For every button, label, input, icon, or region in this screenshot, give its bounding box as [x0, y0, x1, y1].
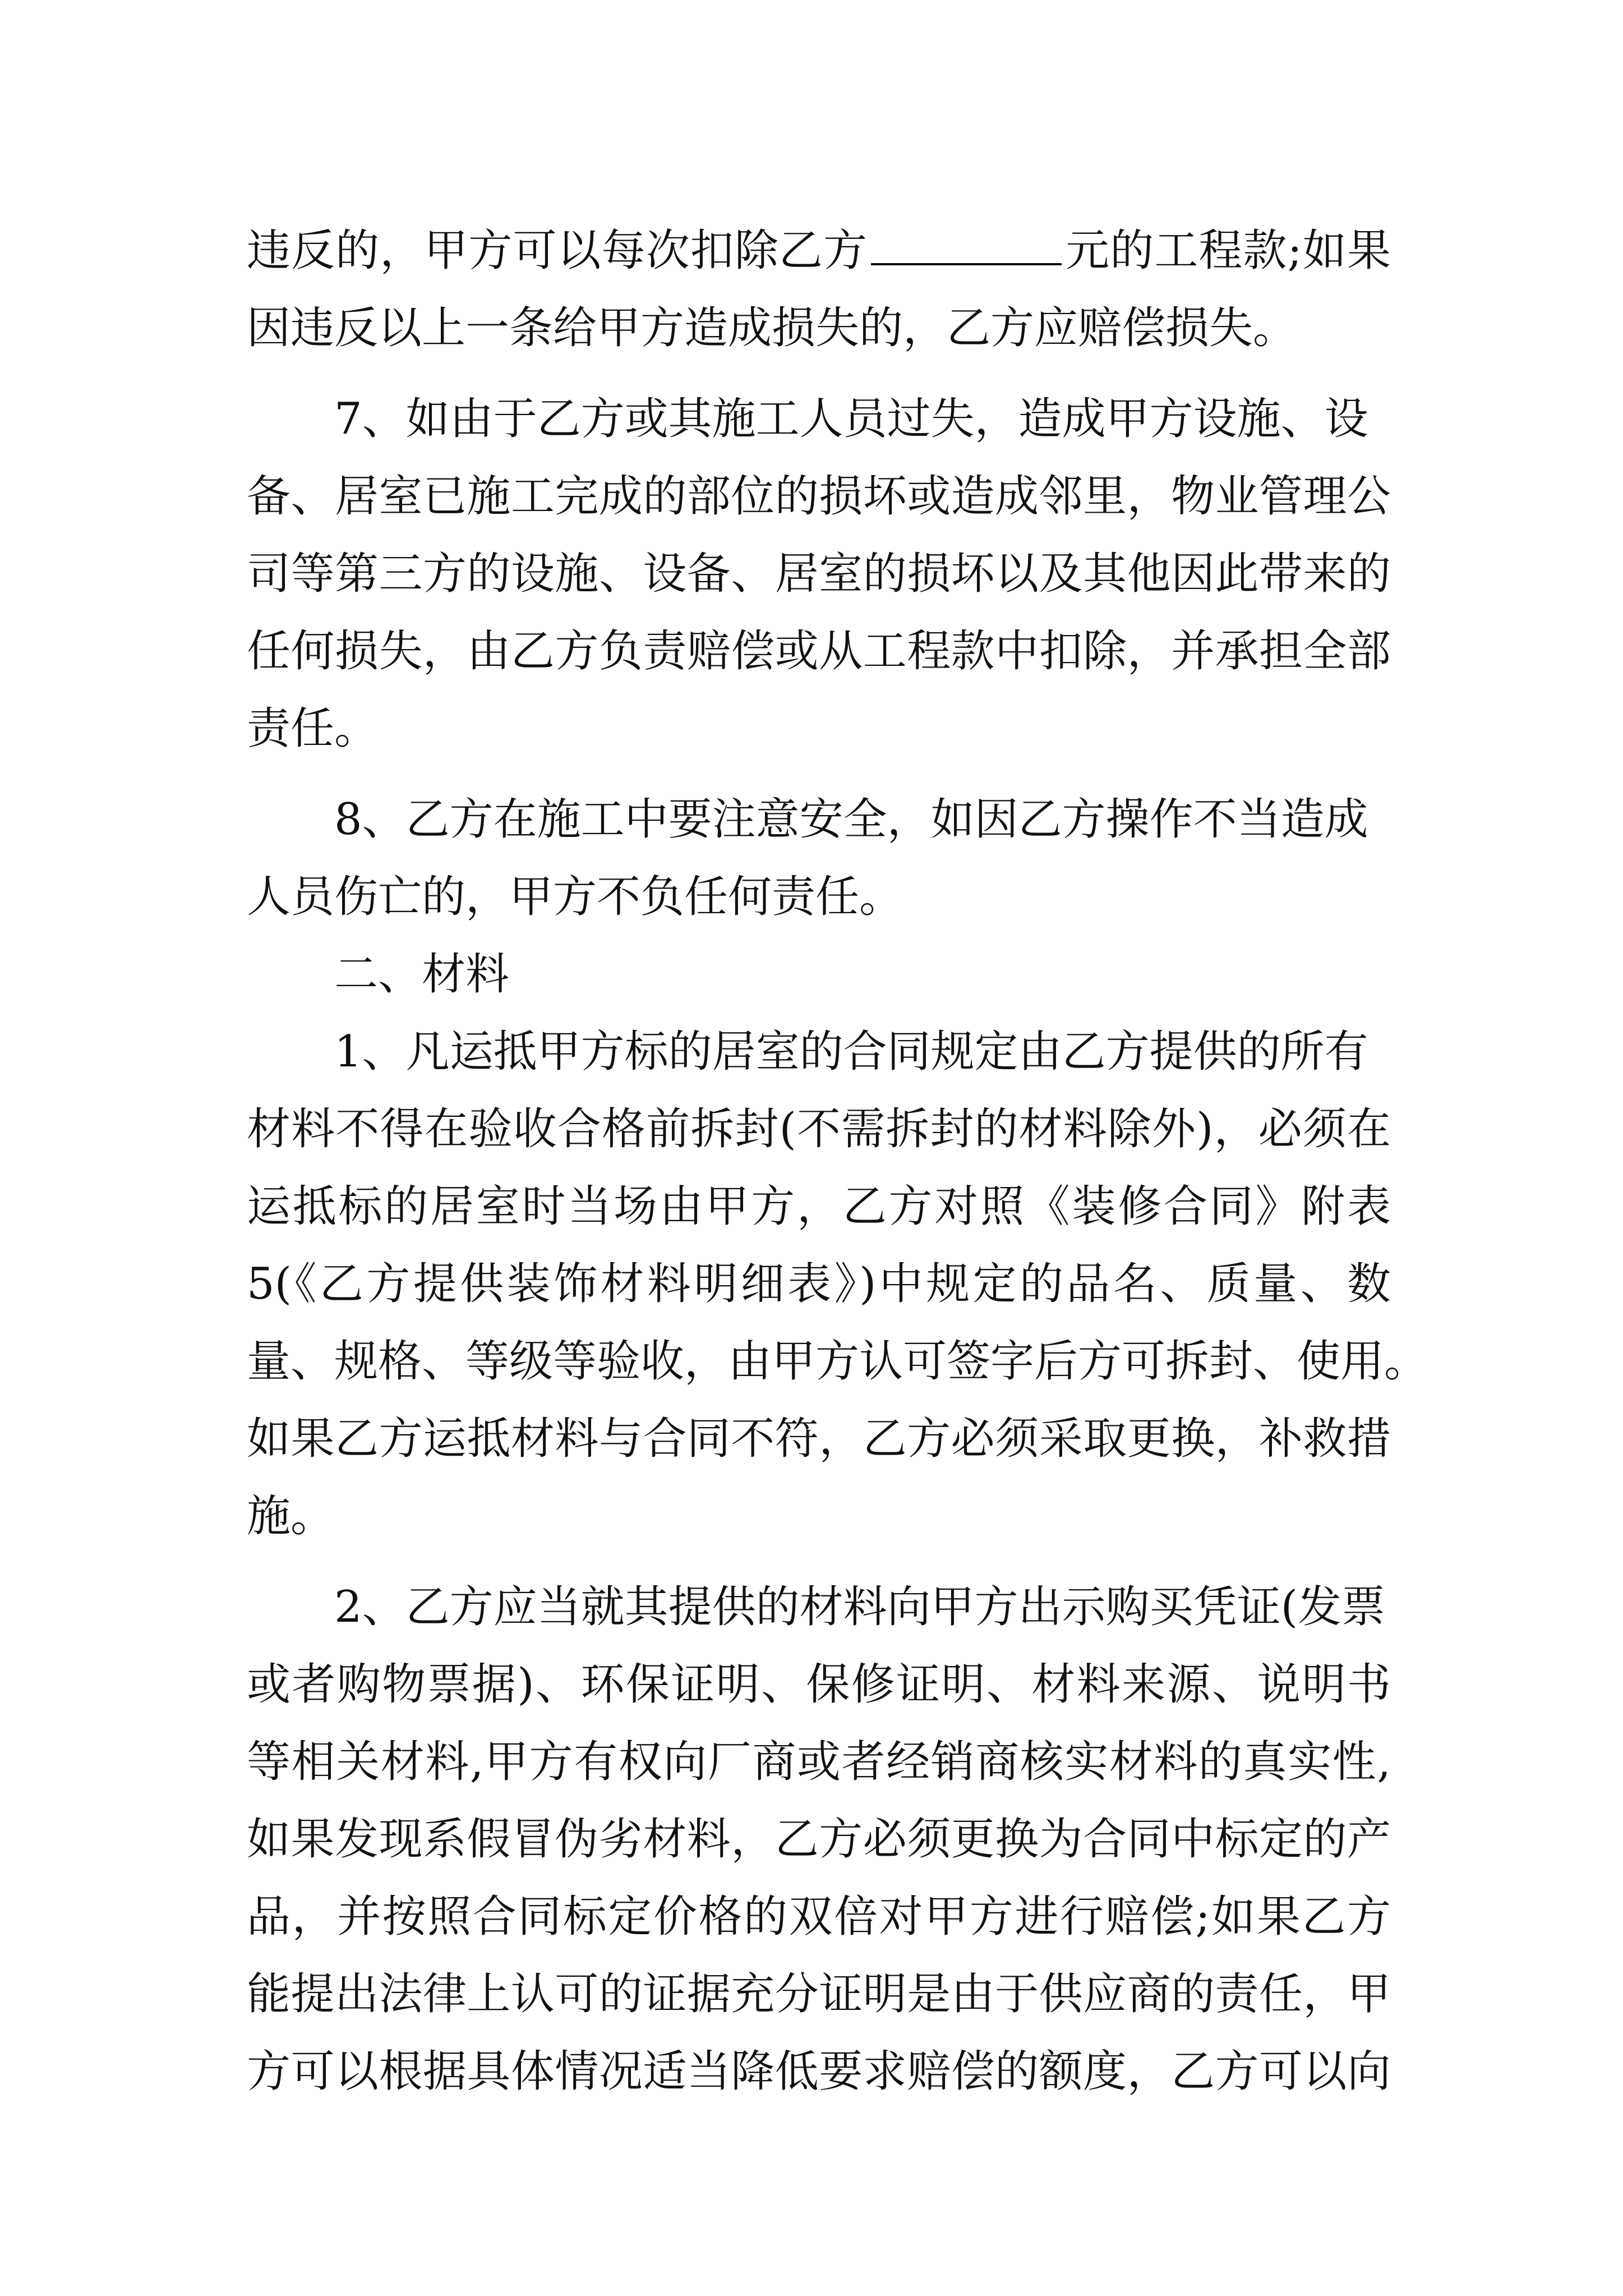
text-line: 品，并按照合同标定价格的双倍对甲方进行赔偿;如果乙方	[247, 1892, 1391, 1942]
text-line: 备、居室已施工完成的部位的损坏或造成邻里，物业管理公	[247, 471, 1391, 522]
paragraph-start-line: 7、如由于乙方或其施工人员过失，造成甲方设施、设	[334, 394, 1368, 444]
paragraph-start-line: 1、凡运抵甲方标的居室的合同规定由乙方提供的所有	[334, 1027, 1368, 1077]
text-line: 量、规格、等级等验收，由甲方认可签字后方可拆封、使用。	[247, 1336, 1428, 1387]
paragraph-start-line: 8、乙方在施工中要注意安全，如因乙方操作不当造成	[334, 794, 1368, 845]
text-line: 司等第三方的设施、设备、居室的损坏以及其他因此带来的	[247, 549, 1391, 599]
text-line: 材料不得在验收合格前拆封(不需拆封的材料除外)，必须在	[247, 1104, 1391, 1154]
text-line: 能提出法律上认可的证据充分证明是由于供应商的责任，甲	[247, 1969, 1391, 2019]
text-line: 因违反以上一条给甲方造成损失的，乙方应赔偿损失。	[247, 303, 1297, 353]
text-segment: 违反的，甲方可以每次扣除乙方	[247, 226, 868, 276]
text-line: 5(《乙方提供装饰材料明细表》)中规定的品名、质量、数	[247, 1259, 1391, 1309]
text-line: 等相关材料,甲方有权向厂商或者经销商核实材料的真实性,	[247, 1737, 1391, 1787]
text-line: 运抵标的居室时当场由甲方，乙方对照《装修合同》附表	[247, 1181, 1391, 1232]
text-line: 人员伤亡的，甲方不负任何责任。	[247, 872, 903, 922]
text-segment: 元的工程款;如果	[1065, 226, 1391, 276]
text-line: 方可以根据具体情况适当降低要求赔偿的额度，乙方可以向	[247, 2046, 1391, 2097]
text-line: 施。	[247, 1491, 335, 1542]
text-line: 如果乙方运抵材料与合同不符，乙方必须采取更换，补救措	[247, 1414, 1391, 1464]
text-line: 或者购物票据)、环保证明、保修证明、材料来源、说明书	[247, 1659, 1391, 1710]
fill-in-blank	[871, 224, 1062, 265]
text-line: 责任。	[247, 703, 379, 754]
text-line	[247, 212, 1391, 289]
text-line: 任何损失，由乙方负责赔偿或从工程款中扣除，并承担全部	[247, 626, 1391, 677]
section-heading: 二、材料	[334, 949, 510, 1000]
paragraph-start-line: 2、乙方应当就其提供的材料向甲方出示购买凭证(发票	[334, 1582, 1386, 1632]
document-body	[247, 212, 1428, 2110]
text-line: 如果发现系假冒伪劣材料，乙方必须更换为合同中标定的产	[247, 1814, 1391, 1865]
